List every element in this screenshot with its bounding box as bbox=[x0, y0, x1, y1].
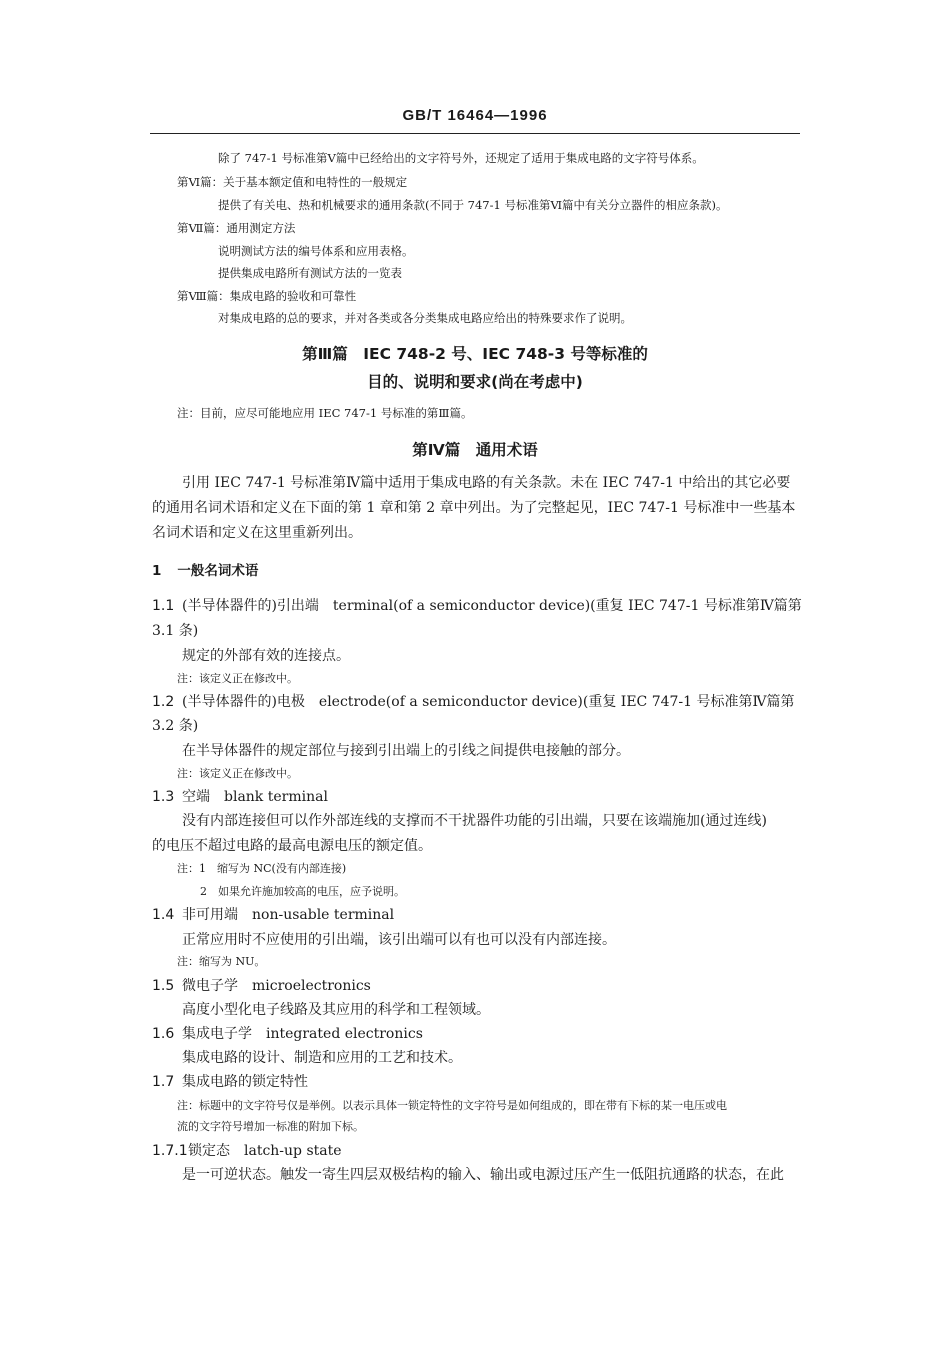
part4-intro-line1: 引用 IEC 747-1 号标准第Ⅳ篇中适用于集成电路的有关条款。未在 IEC 747-1 中给出的其它必要 bbox=[182, 475, 791, 491]
part3-note: 注：目前，应尽可能地应用 IEC 747-1 号标准的第Ⅲ篇。 bbox=[177, 406, 473, 420]
term-1-7-1-number: 1.7.1 bbox=[152, 1143, 188, 1159]
term-1-2-number: 1.2 bbox=[152, 694, 175, 710]
term-1-6-term: 集成电子学 integrated electronics bbox=[182, 1026, 423, 1042]
term-1-6-definition: 集成电路的设计、制造和应用的工艺和技术。 bbox=[182, 1050, 462, 1066]
term-1-1-definition: 规定的外部有效的连接点。 bbox=[182, 648, 350, 664]
term-1-7-term: 集成电路的锁定特性 bbox=[182, 1074, 308, 1090]
section1-heading bbox=[152, 559, 258, 579]
part4-intro-line2: 的通用名词术语和定义在下面的第 1 章和第 2 章中列出。为了完整起见，IEC 747-1 号标准中一些基本 bbox=[152, 500, 796, 516]
preamble-para-5: 对集成电路的总的要求，并对各类或各分类集成电路应给出的特殊要求作了说明。 bbox=[218, 311, 632, 325]
term-1-2-line2: 3.2 条) bbox=[152, 718, 199, 734]
term-1-3-def-line1: 没有内部连接但可以作外部连线的支撑而不干扰器件功能的引出端，只要在该端施加(通过连线) bbox=[182, 813, 767, 829]
term-1-3-note-1: 注：1 缩写为 NC(没有内部连接) bbox=[177, 862, 347, 875]
term-1-1-note: 注：该定义正在修改中。 bbox=[177, 672, 298, 685]
term-1-7-note-line2: 流的文字符号增加一标准的附加下标。 bbox=[177, 1120, 364, 1133]
term-1-5-heading bbox=[152, 975, 371, 995]
term-1-3-number: 1.3 bbox=[152, 789, 175, 805]
term-1-5-number: 1.5 bbox=[152, 978, 175, 994]
term-1-2-heading bbox=[152, 691, 795, 711]
part6-label: 第Ⅵ篇：关于基本额定值和电特性的一般规定 bbox=[177, 175, 408, 189]
term-1-7-1-heading bbox=[152, 1140, 342, 1160]
term-1-6-heading bbox=[152, 1023, 423, 1043]
term-1-3-note-2: 2 如果允许施加较高的电压，应予说明。 bbox=[200, 885, 405, 898]
term-1-4-note: 注：缩写为 NU。 bbox=[177, 955, 266, 968]
standard-code-header: GB/T 16464—1996 bbox=[402, 107, 548, 124]
part4-title: 第Ⅳ篇 通用术语 bbox=[412, 441, 538, 459]
term-1-1-number: 1.1 bbox=[152, 598, 175, 614]
preamble-para-4: 提供集成电路所有测试方法的一览表 bbox=[218, 266, 402, 280]
term-1-1-line2: 3.1 条) bbox=[152, 623, 199, 639]
section1-title: 一般名词术语 bbox=[177, 563, 259, 579]
part4-intro-line3: 名词术语和定义在这里重新列出。 bbox=[152, 525, 362, 541]
term-1-3-term: 空端 blank terminal bbox=[182, 789, 328, 805]
term-1-4-definition: 正常应用时不应使用的引出端，该引出端可以有也可以没有内部连接。 bbox=[182, 932, 616, 948]
term-1-4-term: 非可用端 non-usable terminal bbox=[182, 907, 395, 923]
part8-label: 第Ⅷ篇：集成电路的验收和可靠性 bbox=[177, 289, 357, 303]
term-1-7-heading bbox=[152, 1071, 308, 1091]
term-1-7-number: 1.7 bbox=[152, 1074, 175, 1090]
part3-title-line2: 目的、说明和要求(尚在考虑中) bbox=[367, 373, 583, 391]
term-1-3-heading bbox=[152, 786, 328, 806]
term-1-7-1-term: 锁定态 latch-up state bbox=[188, 1143, 342, 1159]
term-1-7-1-definition: 是一可逆状态。触发一寄生四层双极结构的输入、输出或电源过压产生一低阻抗通路的状态，在此 bbox=[182, 1167, 784, 1183]
term-1-4-heading bbox=[152, 904, 394, 924]
term-1-4-number: 1.4 bbox=[152, 907, 175, 923]
term-1-2-note: 注：该定义正在修改中。 bbox=[177, 767, 298, 780]
preamble-para-3: 说明测试方法的编号体系和应用表格。 bbox=[218, 244, 414, 258]
term-1-6-number: 1.6 bbox=[152, 1026, 175, 1042]
preamble-para-1: 除了 747-1 号标准第Ⅴ篇中已经给出的文字符号外，还规定了适用于集成电路的文字符号体系。 bbox=[218, 151, 704, 165]
term-1-1-heading bbox=[152, 595, 802, 615]
part7-label: 第Ⅶ篇：通用测定方法 bbox=[177, 221, 296, 235]
section1-number: 1 bbox=[152, 563, 162, 579]
term-1-2-line1: (半导体器件的)电极 electrode(of a semiconductor device)(重复 IEC 747-1 号标准第Ⅳ篇第 bbox=[182, 694, 795, 710]
term-1-1-line1: (半导体器件的)引出端 terminal(of a semiconductor device)(重复 IEC 747-1 号标准第Ⅳ篇第 bbox=[182, 598, 802, 614]
term-1-7-note-line1: 注：标题中的文字符号仅是举例。以表示具体一锁定特性的文字符号是如何组成的，即在带有下标的某一电压或电 bbox=[177, 1099, 727, 1112]
term-1-3-def-line2: 的电压不超过电路的最高电源电压的额定值。 bbox=[152, 838, 432, 854]
preamble-para-2: 提供了有关电、热和机械要求的通用条款(不同于 747-1 号标准第Ⅵ篇中有关分立器件的相应条款)。 bbox=[218, 198, 728, 212]
term-1-2-definition: 在半导体器件的规定部位与接到引出端上的引线之间提供电接触的部分。 bbox=[182, 743, 630, 759]
part3-title-line1: 第Ⅲ篇 IEC 748-2 号、IEC 748-3 号等标准的 bbox=[302, 345, 648, 363]
term-1-5-term: 微电子学 microelectronics bbox=[182, 978, 371, 994]
term-1-5-definition: 高度小型化电子线路及其应用的科学和工程领域。 bbox=[182, 1002, 490, 1018]
header-rule bbox=[150, 133, 800, 134]
